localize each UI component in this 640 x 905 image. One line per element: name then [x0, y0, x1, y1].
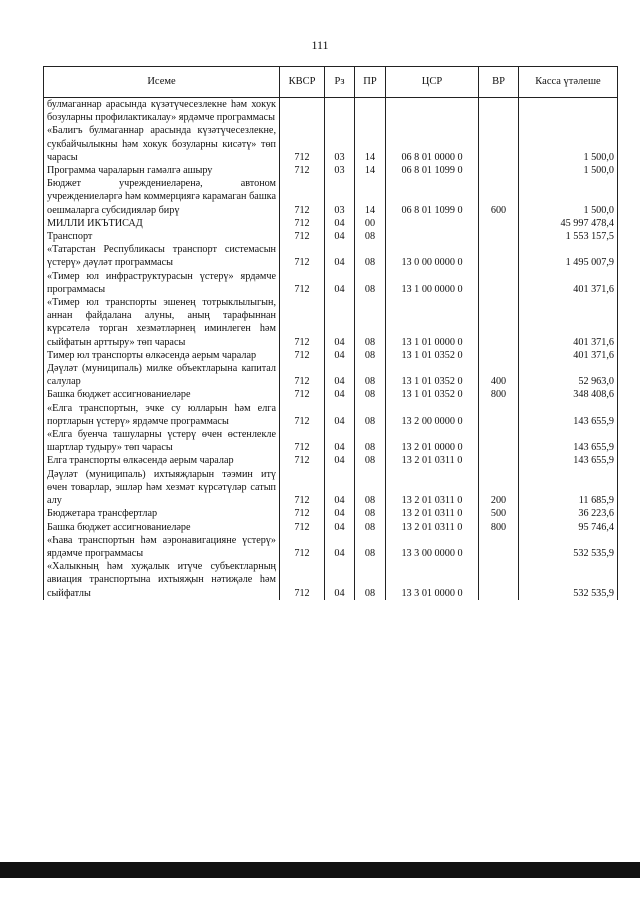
row-kassa: 401 371,6 — [519, 349, 618, 362]
row-name: «Елга буенча ташуларны үстерү өчен өстенлекле шартлар тудыру» төп чарасы — [44, 428, 280, 454]
page-number: 111 — [311, 38, 329, 52]
row-csr: 13 3 00 0000 0 — [386, 534, 479, 560]
row-name: Башка бюджет ассигнованиеләре — [44, 388, 280, 401]
row-kassa: 95 746,4 — [519, 521, 618, 534]
row-rz: 04 — [325, 362, 355, 388]
row-kvsr: 712 — [280, 217, 325, 230]
row-rz: 04 — [325, 521, 355, 534]
row-kvsr: 712 — [280, 402, 325, 428]
table-row — [44, 402, 618, 428]
row-pr: 14 — [355, 124, 386, 164]
table-row — [44, 362, 618, 388]
table-row — [44, 124, 618, 164]
row-kvsr: 712 — [280, 388, 325, 401]
row-kassa: 401 371,6 — [519, 270, 618, 296]
row-csr: 13 2 01 0311 0 — [386, 454, 479, 467]
table-row — [44, 534, 618, 560]
table-row — [44, 349, 618, 362]
row-vr — [479, 230, 519, 243]
row-csr: 13 2 01 0311 0 — [386, 507, 479, 520]
row-kassa: 143 655,9 — [519, 454, 618, 467]
row-pr: 08 — [355, 534, 386, 560]
table-row — [44, 270, 618, 296]
row-name: Дәүләт (муниципаль) милке объектларына капитал салулар — [44, 362, 280, 388]
row-rz: 04 — [325, 230, 355, 243]
row-kassa: 532 535,9 — [519, 534, 618, 560]
row-pr: 08 — [355, 296, 386, 349]
row-kvsr: 712 — [280, 521, 325, 534]
row-rz: 04 — [325, 296, 355, 349]
row-pr: 08 — [355, 388, 386, 401]
table-row — [44, 454, 618, 467]
row-pr: 08 — [355, 560, 386, 600]
header-rz: Рз — [325, 67, 355, 98]
row-rz: 03 — [325, 177, 355, 217]
row-csr: 06 8 01 1099 0 — [386, 177, 479, 217]
row-kvsr: 712 — [280, 454, 325, 467]
row-vr — [479, 402, 519, 428]
row-name: Бюджетара трансфертлар — [44, 507, 280, 520]
row-name: МИЛЛИ ИКЪТИСАД — [44, 217, 280, 230]
row-vr — [479, 270, 519, 296]
row-kvsr: 712 — [280, 362, 325, 388]
row-pr: 00 — [355, 217, 386, 230]
row-vr — [479, 296, 519, 349]
row-kvsr: 712 — [280, 296, 325, 349]
row-pr: 08 — [355, 349, 386, 362]
row-kassa: 45 997 478,4 — [519, 217, 618, 230]
table-row — [44, 217, 618, 230]
row-vr — [479, 454, 519, 467]
header-kvsr: КВСР — [280, 67, 325, 98]
row-kassa: 401 371,6 — [519, 296, 618, 349]
row-name: «Татарстан Республикасы транспорт системасын үстерү» дәүләт программасы — [44, 243, 280, 269]
row-csr: 13 2 00 0000 0 — [386, 402, 479, 428]
row-kassa: 1 500,0 — [519, 124, 618, 164]
row-csr — [386, 98, 479, 125]
budget-table — [43, 66, 618, 600]
row-vr — [479, 534, 519, 560]
row-csr: 13 3 01 0000 0 — [386, 560, 479, 600]
row-name: «Һава транспортын һәм аэронавигацияне үстерү» ярдәмче программасы — [44, 534, 280, 560]
row-kassa: 1 500,0 — [519, 177, 618, 217]
row-csr: 13 1 00 0000 0 — [386, 270, 479, 296]
table-row — [44, 521, 618, 534]
row-vr: 500 — [479, 507, 519, 520]
row-vr — [479, 98, 519, 125]
row-pr: 08 — [355, 507, 386, 520]
row-vr — [479, 428, 519, 454]
table-row — [44, 560, 618, 600]
row-vr: 200 — [479, 468, 519, 508]
row-name: Бюджет учреждениеләренә, автоном учреждениеләргә һәм коммерциягә карамаган башка оешмаларга субсидияләр бирү — [44, 177, 280, 217]
row-csr: 06 8 01 1099 0 — [386, 164, 479, 177]
row-name: «Халыкның һәм хуҗалык итүче субъектларның авиация транспортына ихтыяҗын нәтиҗәле һәм сыйфатлы — [44, 560, 280, 600]
row-rz: 04 — [325, 349, 355, 362]
row-kassa: 1 500,0 — [519, 164, 618, 177]
header-csr: ЦСР — [386, 67, 479, 98]
row-name: Дәүләт (муниципаль) ихтыяҗларын тәэмин итү өчен товарлар, эшләр һәм хезмәт күрсәтүләр сатып алу — [44, 468, 280, 508]
row-pr: 08 — [355, 402, 386, 428]
row-kassa: 143 655,9 — [519, 428, 618, 454]
row-kassa: 1 553 157,5 — [519, 230, 618, 243]
row-name: Башка бюджет ассигнованиеләре — [44, 521, 280, 534]
scan-bottom-bar — [0, 862, 640, 878]
row-name: «Елга транспортын, эчке су юлларын һәм елга портларын үстерү» ярдәмче программасы — [44, 402, 280, 428]
row-rz: 04 — [325, 560, 355, 600]
row-csr: 13 2 01 0311 0 — [386, 468, 479, 508]
row-pr: 08 — [355, 454, 386, 467]
table-row — [44, 230, 618, 243]
row-csr: 13 0 00 0000 0 — [386, 243, 479, 269]
row-vr: 400 — [479, 362, 519, 388]
row-name: «Тимер юл инфраструктурасын үстерү» ярдәмче программасы — [44, 270, 280, 296]
table-row — [44, 177, 618, 217]
header-kassa: Касса үтәлеше — [519, 67, 618, 98]
row-rz: 04 — [325, 217, 355, 230]
row-rz: 04 — [325, 454, 355, 467]
header-name: Исеме — [44, 67, 280, 98]
row-csr: 13 2 01 0000 0 — [386, 428, 479, 454]
row-vr — [479, 243, 519, 269]
row-csr — [386, 217, 479, 230]
table-body — [44, 98, 618, 600]
row-csr: 13 2 01 0311 0 — [386, 521, 479, 534]
row-kvsr: 712 — [280, 428, 325, 454]
row-kvsr: 712 — [280, 243, 325, 269]
table-row — [44, 468, 618, 508]
row-kvsr: 712 — [280, 124, 325, 164]
table-row — [44, 164, 618, 177]
row-kassa: 143 655,9 — [519, 402, 618, 428]
row-pr: 08 — [355, 362, 386, 388]
row-rz: 04 — [325, 507, 355, 520]
row-name: Транспорт — [44, 230, 280, 243]
row-kvsr: 712 — [280, 349, 325, 362]
row-rz: 04 — [325, 243, 355, 269]
row-kvsr: 712 — [280, 468, 325, 508]
table-row — [44, 388, 618, 401]
table-row — [44, 296, 618, 349]
row-kassa: 11 685,9 — [519, 468, 618, 508]
row-rz: 04 — [325, 468, 355, 508]
row-kvsr: 712 — [280, 230, 325, 243]
row-kvsr — [280, 98, 325, 125]
row-rz: 04 — [325, 534, 355, 560]
row-kvsr: 712 — [280, 534, 325, 560]
row-pr: 14 — [355, 177, 386, 217]
row-pr: 08 — [355, 230, 386, 243]
row-kassa — [519, 98, 618, 125]
row-vr — [479, 349, 519, 362]
row-name: «Балигъ булмаганнар арасында күзәтүчесезлекне, сукбайчылыкны һәм хокук бозуларны кисәтү» төп чарасы — [44, 124, 280, 164]
row-kvsr: 712 — [280, 164, 325, 177]
row-csr — [386, 230, 479, 243]
row-name: Тимер юл транспорты өлкәсендә аерым чаралар — [44, 349, 280, 362]
table-row — [44, 98, 618, 125]
row-kvsr: 712 — [280, 177, 325, 217]
row-vr: 800 — [479, 521, 519, 534]
row-rz: 04 — [325, 402, 355, 428]
row-csr: 06 8 01 0000 0 — [386, 124, 479, 164]
row-rz — [325, 98, 355, 125]
row-name: Программа чараларын гамәлгә ашыру — [44, 164, 280, 177]
row-kassa: 1 495 007,9 — [519, 243, 618, 269]
row-rz: 04 — [325, 270, 355, 296]
row-kassa: 52 963,0 — [519, 362, 618, 388]
header-pr: ПР — [355, 67, 386, 98]
row-kvsr: 712 — [280, 507, 325, 520]
table-row — [44, 243, 618, 269]
row-name: булмаганнар арасында күзәтүчесезлекне һәм хокук бозуларны профилактикалау» ярдәмче программасы — [44, 98, 280, 125]
row-csr: 13 1 01 0000 0 — [386, 296, 479, 349]
row-rz: 03 — [325, 164, 355, 177]
table-row — [44, 428, 618, 454]
row-vr — [479, 124, 519, 164]
row-name: «Тимер юл транспорты эшенең тотрыклылыгын, аннан файдалана алуны, аның тарафыннан күрсәтелә торган хезмәтләрнең иминлеген һәм сыйфатын арттыру» төп чарасы — [44, 296, 280, 349]
row-kvsr: 712 — [280, 560, 325, 600]
row-kassa: 36 223,6 — [519, 507, 618, 520]
row-rz: 04 — [325, 388, 355, 401]
row-vr: 800 — [479, 388, 519, 401]
row-name: Елга транспорты өлкәсендә аерым чаралар — [44, 454, 280, 467]
row-vr — [479, 217, 519, 230]
header-vr: ВР — [479, 67, 519, 98]
row-vr — [479, 164, 519, 177]
row-pr: 08 — [355, 243, 386, 269]
row-vr — [479, 560, 519, 600]
row-pr — [355, 98, 386, 125]
row-pr: 08 — [355, 521, 386, 534]
row-kvsr: 712 — [280, 270, 325, 296]
row-csr: 13 1 01 0352 0 — [386, 349, 479, 362]
row-csr: 13 1 01 0352 0 — [386, 362, 479, 388]
row-pr: 08 — [355, 468, 386, 508]
row-vr: 600 — [479, 177, 519, 217]
row-pr: 08 — [355, 270, 386, 296]
table-header-row — [44, 67, 618, 98]
row-csr: 13 1 01 0352 0 — [386, 388, 479, 401]
row-kassa: 348 408,6 — [519, 388, 618, 401]
row-pr: 14 — [355, 164, 386, 177]
row-pr: 08 — [355, 428, 386, 454]
row-rz: 03 — [325, 124, 355, 164]
row-rz: 04 — [325, 428, 355, 454]
row-kassa: 532 535,9 — [519, 560, 618, 600]
table-row — [44, 507, 618, 520]
